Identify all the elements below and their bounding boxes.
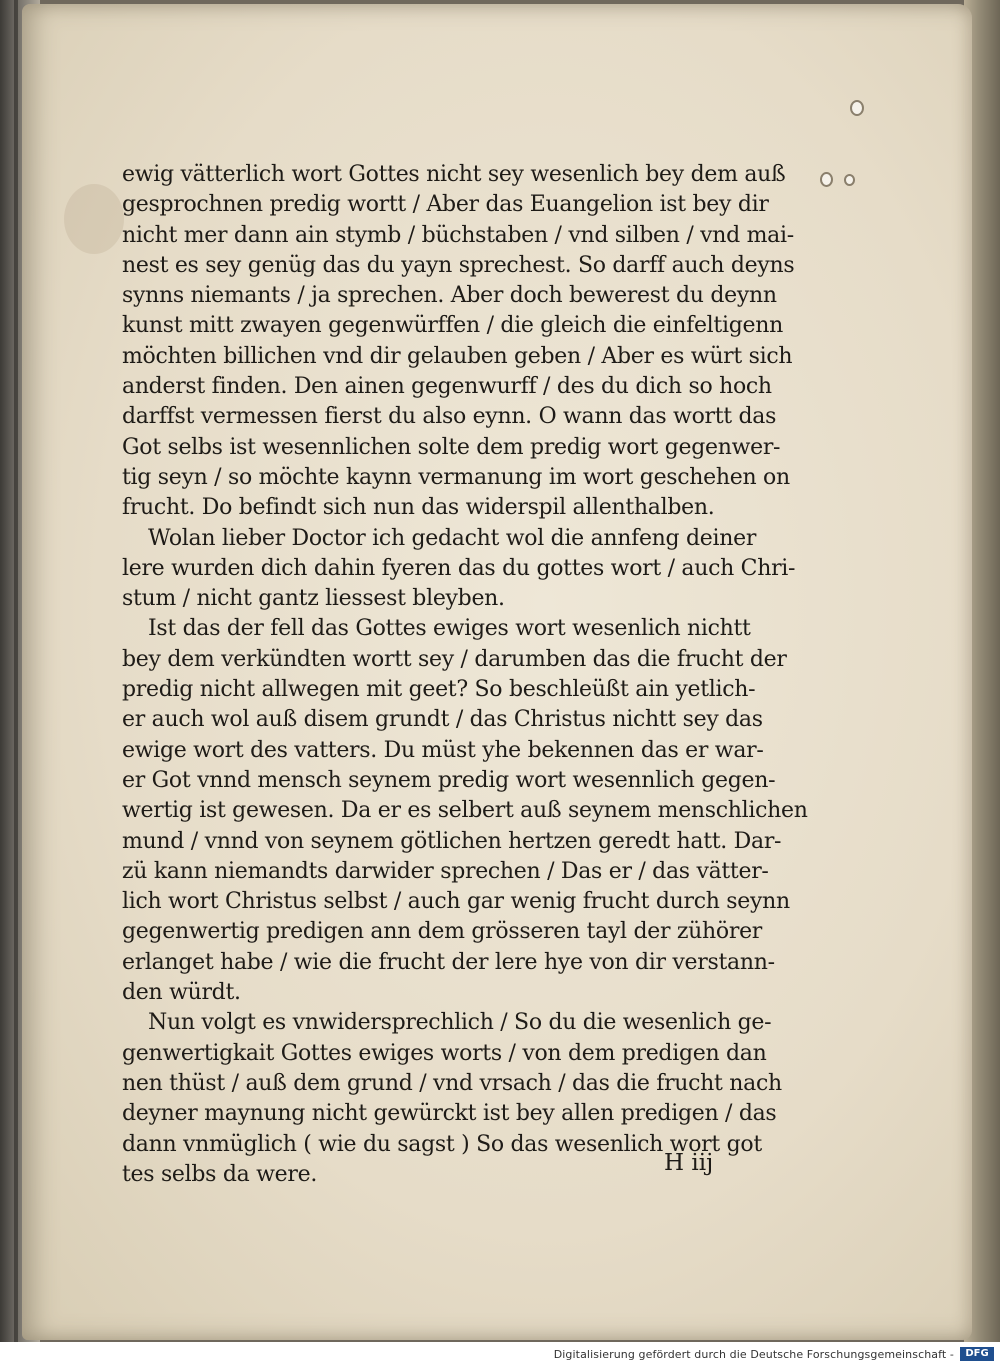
text-line: tes selbs da were. [122, 1161, 318, 1187]
text-line: synns niemants / ja sprechen. Aber doch bewerest du deynn [122, 283, 777, 309]
paragraph [122, 614, 808, 1008]
text-line: Wolan lieber Doctor ich gedacht wol die annfeng deiner [148, 525, 757, 551]
dfg-logo: DFG [960, 1347, 994, 1361]
text-line: nen thüst / auß dem grund / vnd vrsach / das die frucht nach [122, 1070, 782, 1096]
text-line: mund / vnnd von seynem götlichen hertzen geredt hatt. Dar- [122, 828, 782, 854]
text-line: stum / nicht gantz liessest bleyben. [122, 586, 505, 612]
text-line: genwertigkait Gottes ewiges worts / von dem predigen dan [122, 1040, 767, 1066]
text-line: er Got vnnd mensch seynem predig wort wesennlich gegen- [122, 767, 776, 793]
text-line: frucht. Do befindt sich nun das widerspil allenthalben. [122, 495, 715, 521]
text-line: nest es sey genüg das du yayn sprechest. So darff auch deyns [122, 252, 795, 278]
signature-mark: H iij [664, 1150, 714, 1176]
text-line: gegenwertig predigen ann dem grösseren tayl der zühörer [122, 919, 762, 945]
text-line: er auch wol auß disem grundt / das Christus nichtt sey das [122, 707, 763, 733]
text-line: erlanget habe / wie die frucht der lere hye von dir verstann- [122, 949, 775, 975]
spine-edge [14, 0, 18, 1342]
footer-credit: Digitalisierung gefördert durch die Deutsche Forschungsgemeinschaft - [553, 1348, 954, 1361]
text-line: den würdt. [122, 980, 241, 1006]
text-line: tig seyn / so möchte kaynn vermanung im wort geschehen on [122, 464, 790, 490]
text-line: darffst vermessen fierst du also eynn. O wann das wortt das [122, 404, 777, 430]
digitization-footer [0, 1342, 1000, 1366]
wormhole-mark [844, 174, 855, 186]
text-line: Nun volgt es vnwidersprechlich / So du die wesenlich ge- [148, 1010, 772, 1036]
text-line: nicht mer dann ain stymb / büchstaben / vnd silben / vnd mai- [122, 222, 794, 248]
text-line: dann vnmüglich ( wie du sagst ) So das wesenlich wort got [122, 1131, 762, 1157]
text-line: kunst mitt zwayen gegenwürffen / die gleich die einfeltigenn [122, 313, 783, 339]
body-text [122, 160, 808, 1190]
text-line: gesprochnen predig wortt / Aber das Euangelion ist bey dir [122, 192, 769, 218]
text-line: wertig ist gewesen. Da er es selbert auß seynem menschlichen [122, 798, 808, 824]
text-line: ewige wort des vatters. Du müst yhe bekennen das er war- [122, 737, 764, 763]
text-line: predig nicht allwegen mit geet? So beschleüßt ain yetlich- [122, 677, 756, 703]
paper-stain [64, 184, 124, 254]
text-line: deyner maynung nicht gewürckt ist bey allen predigen / das [122, 1101, 777, 1127]
text-line: lere wurden dich dahin fyeren das du gottes wort / auch Chri- [122, 555, 796, 581]
text-line: ewig vätterlich wort Gottes nicht sey wesenlich bey dem auß [122, 162, 786, 187]
text-line: Got selbs ist wesennlichen solte dem predig wort gegenwer- [122, 434, 781, 460]
text-line: lich wort Christus selbst / auch gar wenig frucht durch seynn [122, 889, 790, 915]
wormhole-mark [850, 100, 864, 116]
text-line: zü kann niemandts darwider sprechen / Das er / das vätter- [122, 858, 769, 884]
text-line: anderst finden. Den ainen gegenwurff / des du dich so hoch [122, 374, 772, 400]
wormhole-mark [820, 172, 833, 187]
text-line: möchten billichen vnd dir gelauben geben / Aber es würt sich [122, 343, 793, 369]
text-line: Ist das der fell das Gottes ewiges wort wesenlich nichtt [148, 616, 751, 642]
paragraph [122, 524, 808, 615]
text-line: bey dem verkündten wortt sey / darumben das die frucht der [122, 646, 787, 672]
paragraph [122, 160, 808, 524]
